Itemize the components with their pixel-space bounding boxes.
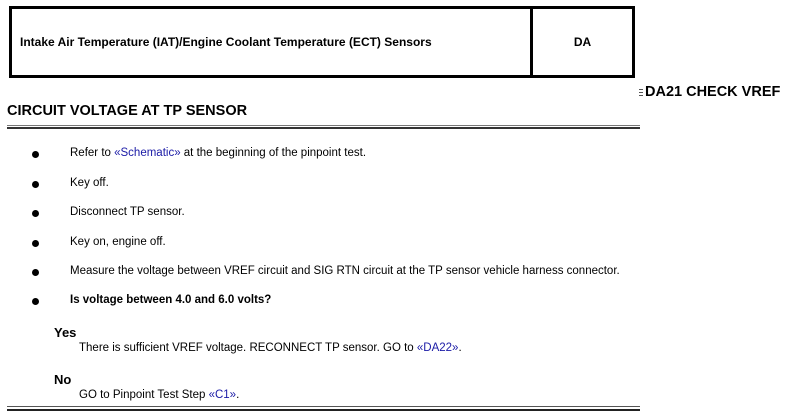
yes-label: Yes [54,325,77,340]
schematic-link[interactable]: «Schematic» [114,147,181,159]
divider-top-2 [639,92,643,93]
divider-bottom-1 [7,406,640,407]
no-text: GO to Pinpoint Test Step «C1». [79,389,240,401]
step-title-part1: DA21 CHECK VREF [645,84,781,100]
list-item-text: Measure the voltage between VREF circuit and SIG RTN circuit at the TP sensor vehicle harness connector. [70,265,620,277]
list-item-text: Disconnect TP sensor. [70,206,185,218]
no-label: No [54,372,72,387]
list-item-text: Key on, engine off. [70,236,166,248]
header-code: DA [530,9,632,75]
step-title-part2: CIRCUIT VOLTAGE AT TP SENSOR [7,103,248,119]
divider-step-1 [7,125,640,126]
da22-link[interactable]: «DA22» [416,342,459,354]
divider-top-3 [639,95,643,96]
divider-bottom-2 [7,409,640,411]
bullet-icon [32,298,39,305]
bullet-icon [32,151,39,158]
yes-text: There is sufficient VREF voltage. RECONNECT TP sensor. GO to «DA22». [79,342,462,354]
bullet-icon [32,181,39,188]
bullet-icon [32,269,39,276]
divider-step-2 [7,127,640,129]
list-item-text: Refer to «Schematic» at the beginning of the pinpoint test. [70,147,367,159]
header-title: Intake Air Temperature (IAT)/Engine Coolant Temperature (ECT) Sensors [20,35,432,49]
question-text: Is voltage between 4.0 and 6.0 volts? [70,294,272,306]
c1-link[interactable]: «C1» [208,389,237,401]
header-box [9,6,635,78]
list-item-text: Key off. [70,177,109,189]
bullet-icon [32,240,39,247]
divider-top-1 [639,89,643,90]
bullet-icon [32,210,39,217]
